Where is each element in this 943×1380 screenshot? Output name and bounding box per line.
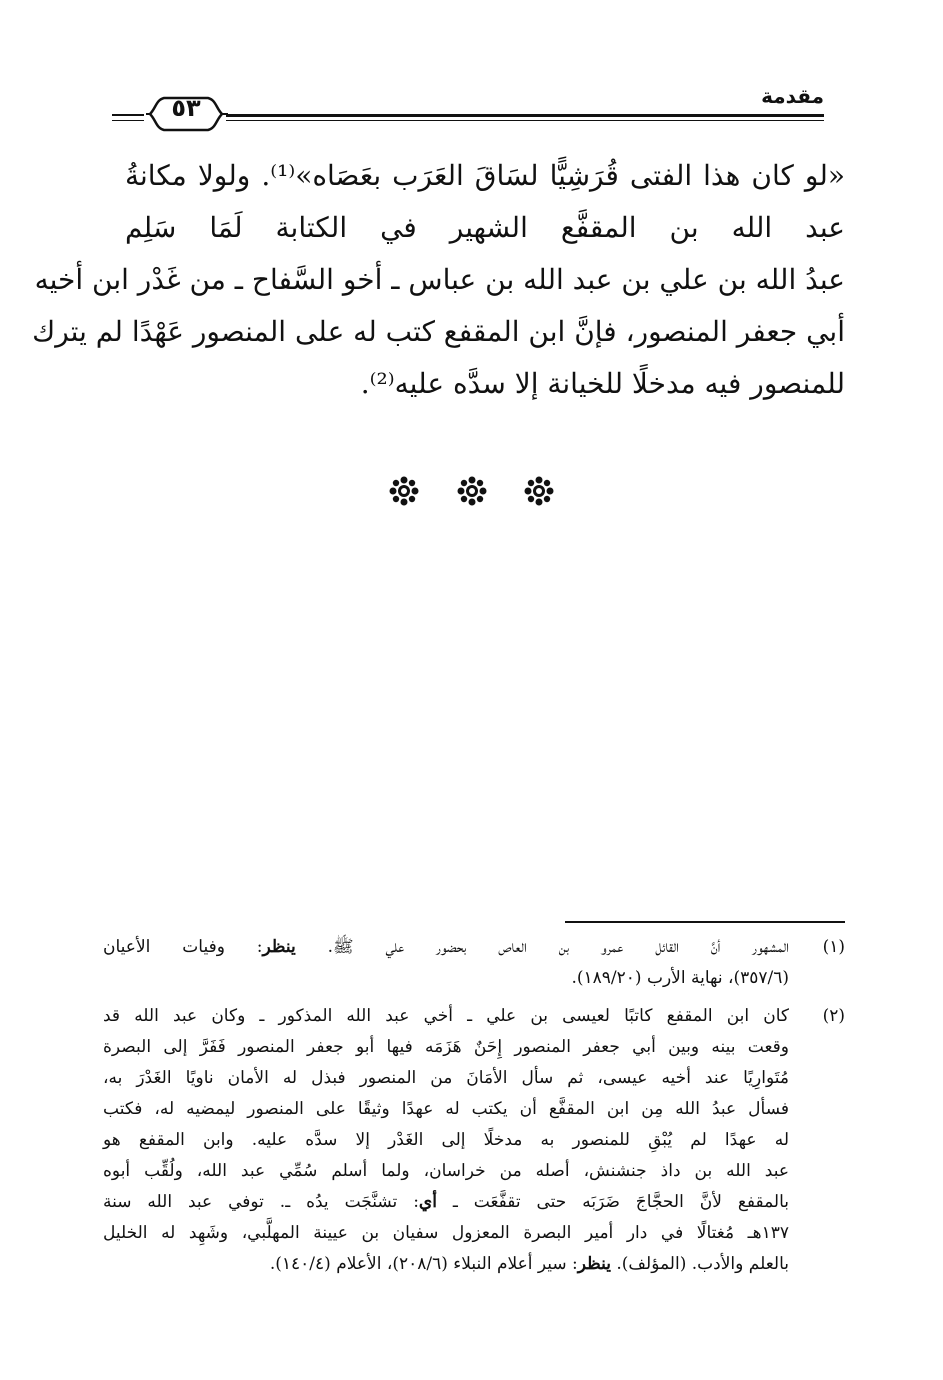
footnote-number: (٢) bbox=[822, 1006, 845, 1026]
footnote-text: (٣٥٧/٦)، نهاية الأرب (١٨٩/٢٠). bbox=[571, 968, 789, 988]
header-rule bbox=[112, 114, 144, 116]
footnote-keyword: ينظر bbox=[262, 937, 296, 957]
footnote-text: ١٣٧هـ مُغتالًا في دار أمير البصرة المعزول سفيان بن عيينة المهلَّبي، وشَهِد له الخليل bbox=[103, 1223, 789, 1243]
page-number: ٥٣ bbox=[171, 94, 201, 122]
section-ornaments bbox=[0, 476, 943, 510]
main-text-line: للمنصور فيه مدخلًا للخيانة إلا سدَّه عليه⁽²⁾. bbox=[360, 367, 845, 400]
footnote-line bbox=[103, 963, 789, 994]
footnote-text: : سير أعلام النبلاء (٢٠٨/٦)، الأعلام (١٤٠/٤). bbox=[269, 1254, 578, 1274]
footnote-text: له عهدًا لم يُبْقِ للمنصور به مدخلًا إلى الغَدْر إلا سدَّه عليه. وابن المقفع هو bbox=[103, 1130, 789, 1150]
footnote-text: مُتَوارِيًا عند أخيه عيسى، ثم سأل الأمَانَ من المنصور فبذل له الأمان ناويًا الغَدْرَ به، bbox=[103, 1068, 789, 1088]
header-rule bbox=[226, 120, 824, 121]
footnote-text: كان ابن المقفع كاتبًا لعيسى بن علي ـ أخي عبد الله المذكور ـ وكان عبد الله قد bbox=[103, 1006, 789, 1026]
footnote-line bbox=[103, 1156, 789, 1187]
footnote-line bbox=[103, 1001, 789, 1032]
footnote-line bbox=[103, 932, 789, 963]
footnotes bbox=[103, 932, 845, 1287]
footnote-text: وقعت بينه وبين أبي جعفر المنصور إِحَنٌ هَزَمَه فيها أبو جعفر المنصور فَفَرَّ إلى البصرة bbox=[103, 1037, 789, 1057]
footnote-text: عبد الله بن داذ جنشنش، أصله من خراسان، ولما أسلم سُمِّي عبد الله، ولُقِّب أبوه bbox=[103, 1161, 789, 1181]
page-header bbox=[112, 82, 824, 132]
main-text-line: «لو كان هذا الفتى قُرَشِيًّا لسَاقَ العَرَب بعَصَاه»⁽¹⁾. ولولا مكانةُ bbox=[125, 159, 845, 192]
footnote-line bbox=[103, 1063, 789, 1094]
footnote-line bbox=[103, 1218, 789, 1249]
main-text-line: عبدُ الله بن علي بن عبد الله بن عباس ـ أخو السَّفاح ـ من غَدْر ابن أخيه bbox=[34, 263, 845, 296]
footnote-number: (١) bbox=[822, 937, 845, 957]
footnote-keyword: ينظر bbox=[577, 1254, 611, 1274]
footnote-line bbox=[103, 1249, 789, 1280]
main-text-line: عبد الله بن المقفَّع الشهير في الكتابة لَمَا سَلِم bbox=[125, 211, 845, 244]
footnote-text: بالمقفع لأنَّ الحجَّاجَ ضَرَبَه حتى تقفَّعَت ـ bbox=[436, 1192, 789, 1212]
footnote-text: المشهور أنَّ القائل عمرو بن العاص بحضور علي ﷺ. bbox=[295, 937, 790, 957]
footnote-line bbox=[103, 1094, 789, 1125]
running-title: مقدمة bbox=[761, 84, 824, 108]
footnote-text: بالعلم والأدب. (المؤلف). bbox=[610, 1254, 789, 1274]
flower-ornament-icon bbox=[524, 476, 554, 506]
footnote-separator bbox=[565, 921, 845, 923]
flower-ornament-icon bbox=[457, 476, 487, 506]
main-text bbox=[32, 150, 845, 410]
footnote-line bbox=[103, 1187, 789, 1218]
footnote bbox=[103, 932, 845, 994]
main-text-line: أبي جعفر المنصور، فإنَّ ابن المقفع كتب له على المنصور عَهْدًا لم يترك bbox=[32, 315, 845, 348]
footnote-text: : وفيات الأعيان bbox=[103, 937, 263, 957]
footnote-line bbox=[103, 1032, 789, 1063]
footnote-text: فسأل عبدُ الله مِن ابن المقفَّع أن يكتب له عهدًا وثيقًا على المنصور ليمضيه له، فكتب bbox=[103, 1099, 789, 1119]
footnote-line bbox=[103, 1125, 789, 1156]
flower-ornament-icon bbox=[389, 476, 419, 506]
header-rule bbox=[112, 120, 144, 121]
header-rule bbox=[226, 114, 824, 117]
footnote bbox=[103, 1001, 845, 1280]
footnote-keyword: أي bbox=[418, 1192, 437, 1212]
footnote-text: : تشنَّجَت يدُه ـ. توفي عبد الله سنة bbox=[103, 1192, 419, 1212]
